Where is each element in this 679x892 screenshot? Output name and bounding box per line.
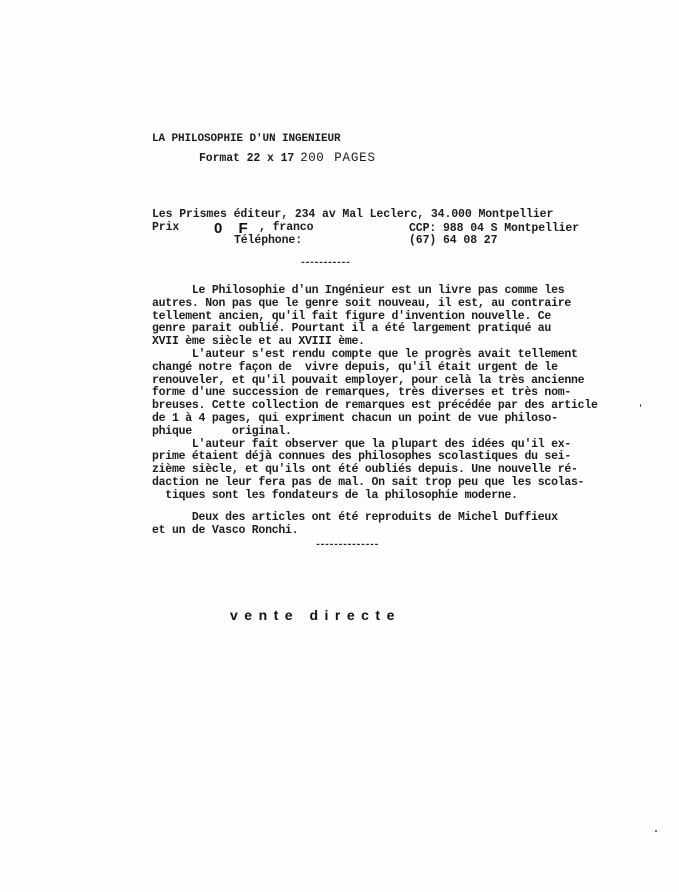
body-line: XVII ème siècle et au XVIII ème. (152, 335, 365, 349)
body-line: changé notre façon de vivre depuis, qu'il était urgent de le (152, 360, 558, 374)
scan-speck (655, 830, 657, 832)
body-line: renouveler, et qu'il pouvait employer, pour celà la très ancienne (152, 373, 585, 387)
closing-paragraph (152, 511, 652, 537)
price-row (152, 221, 612, 235)
body-line: zième siècle, et qu'ils ont été oubliés depuis. Une nouvelle ré- (152, 463, 578, 477)
closing-line: Deux des articles ont été reproduits de Michel Duffieux (152, 511, 558, 524)
body-line: prime étaient déjà connues des philosophes scolastiques du sei- (152, 450, 572, 464)
body-line: L'auteur s'est rendu compte que le progrès avait tellement (152, 347, 578, 361)
body-line: tellement ancien, qu'il fait figure d'invention nouvelle. Ce (152, 309, 552, 323)
document-title: LA PHILOSOPHIE D'UN INGENIEUR (152, 133, 341, 145)
vente-directe-heading: vente directe (230, 607, 401, 623)
body-line: L'auteur fait observer que la plupart des idées qu'il ex- (152, 437, 572, 451)
telephone-number: (67) 64 08 27 (409, 234, 498, 247)
prix-label: Prix (152, 221, 180, 234)
body-paragraphs (152, 285, 652, 503)
closing-line: et un de Vasco Ronchi. (152, 524, 299, 537)
scan-speck (640, 404, 641, 407)
publisher-address: Les Prismes éditeur, 234 av Mal Leclerc, 34.000 Montpellier (152, 208, 554, 221)
separator-bottom: -------------- (315, 540, 379, 551)
telephone-label: Téléphone: (234, 234, 303, 247)
format-text: Format 22 x 17 (199, 152, 295, 165)
body-line: autres. Non pas que le genre soit nouveau, il est, au contraire (152, 296, 572, 310)
body-line: daction ne leur fera pas de mal. On sait trop peu que les scolas- (152, 475, 585, 489)
body-line: genre parait oublié. Pourtant il a été largement pratiqué au (152, 322, 552, 336)
body-line: de 1 à 4 pages, qui expriment chacun un point de vue philoso- (152, 411, 558, 425)
franco-text: , franco (259, 221, 314, 234)
ccp-account: CCP: 988 04 S Montpellier (409, 222, 580, 235)
pages-label: PAGES (334, 151, 376, 165)
pages-count: 200 (300, 151, 325, 165)
body-line: tiques sont les fondateurs de la philosophie moderne. (152, 488, 518, 502)
body-line: forme d'une succession de remarques, très diverses et très nom- (152, 386, 572, 400)
format-line (199, 152, 376, 165)
telephone-row (152, 234, 612, 248)
price-value: 0 F (214, 220, 254, 237)
body-line: Le Philosophie d'un Ingénieur est un livre pas comme les (152, 284, 565, 297)
separator-top: ----------- (300, 258, 350, 269)
body-line: phique original. (152, 424, 292, 438)
body-line: breuses. Cette collection de remarques est précédée par des article (152, 399, 598, 413)
